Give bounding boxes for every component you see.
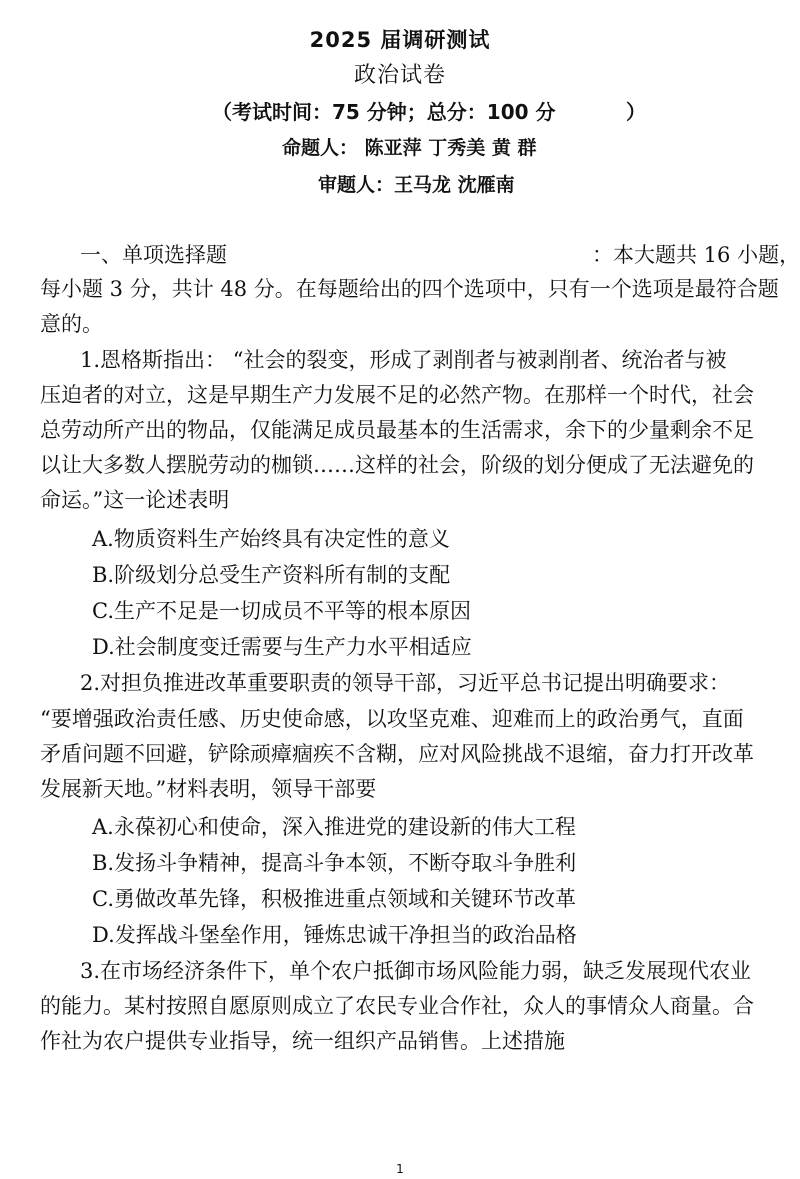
- q1-line-4: 以让大多数人摆脱劳动的枷锁……这样的社会，阶级的划分便成了无法避免的: [40, 453, 754, 477]
- q2-line-4: 发展新天地。”材料表明，领导干部要: [40, 777, 377, 801]
- section-title-line: [80, 240, 800, 270]
- q1-option-c: C.生产不足是一切成员不平等的根本原因: [92, 599, 471, 623]
- exam-info-close-paren: ）: [626, 100, 646, 124]
- q3-line-1: 3.在市场经济条件下，单个农户抵御市场风险能力弱，缺乏发展现代农业: [80, 959, 752, 983]
- section-desc-line-2: 每小题 3 分，共计 48 分。在每题给出的四个选项中，只有一个选项是最符合题: [40, 277, 779, 301]
- q1-line-5: 命运。”这一论述表明: [40, 488, 230, 512]
- q1-option-b: B.阶级划分总受生产资料所有制的支配: [92, 563, 451, 587]
- q1-line-1: 1.恩格斯指出： “社会的裂变，形成了剥削者与被剥削者、统治者与被: [80, 348, 727, 372]
- section-desc-right: ：本大题共 16 小题，: [592, 243, 800, 267]
- question-setters: 命题人： 陈亚萍 丁秀美 黄 群: [282, 137, 537, 159]
- q2-line-3: 矛盾问题不回避，铲除顽瘴痼疾不含糊，应对风险挑战不退缩，奋力打开改革: [40, 742, 754, 766]
- section-title: 一、单项选择题: [80, 243, 227, 267]
- q2-option-c: C.勇做改革先锋，积极推进重点领域和关键环节改革: [92, 887, 576, 911]
- q1-line-2: 压迫者的对立，这是早期生产力发展不足的必然产物。在那样一个时代，社会: [40, 383, 754, 407]
- section-desc-line-3: 意的。: [40, 312, 103, 336]
- q3-line-2: 的能力。某村按照自愿原则成立了农民专业合作社，众人的事情众人商量。合: [40, 994, 754, 1018]
- q1-option-d: D.社会制度变迁需要与生产力水平相适应: [92, 635, 472, 659]
- subject-title: 政治试卷: [353, 63, 446, 88]
- q2-option-d: D.发挥战斗堡垒作用，锤炼忠诚干净担当的政治品格: [92, 923, 577, 947]
- q2-line-1: 2.对担负推进改革重要职责的领导干部，习近平总书记提出明确要求：: [80, 671, 731, 695]
- q3-line-3: 作社为农户提供专业指导，统一组织产品销售。上述措施: [40, 1029, 565, 1053]
- page-number: 1: [396, 1162, 404, 1176]
- exam-info: [212, 96, 652, 125]
- q1-line-3: 总劳动所产出的物品，仅能满足成员最基本的生活需求，余下的少量剩余不足: [40, 418, 754, 442]
- exam-title: 2025 届调研测试: [309, 28, 491, 52]
- q2-line-2: “要增强政治责任感、历史使命感，以攻坚克难、迎难而上的政治勇气，直面: [40, 707, 744, 731]
- q1-option-a: A.物质资料生产始终具有决定性的意义: [92, 527, 450, 551]
- q2-option-a: A.永葆初心和使命，深入推进党的建设新的伟大工程: [92, 815, 576, 839]
- exam-info-text: （考试时间：75 分钟；总分：100 分: [212, 100, 556, 124]
- question-reviewers: 审题人：王马龙 沈雁南: [318, 174, 515, 196]
- q2-option-b: B.发扬斗争精神，提高斗争本领，不断夺取斗争胜利: [92, 851, 577, 875]
